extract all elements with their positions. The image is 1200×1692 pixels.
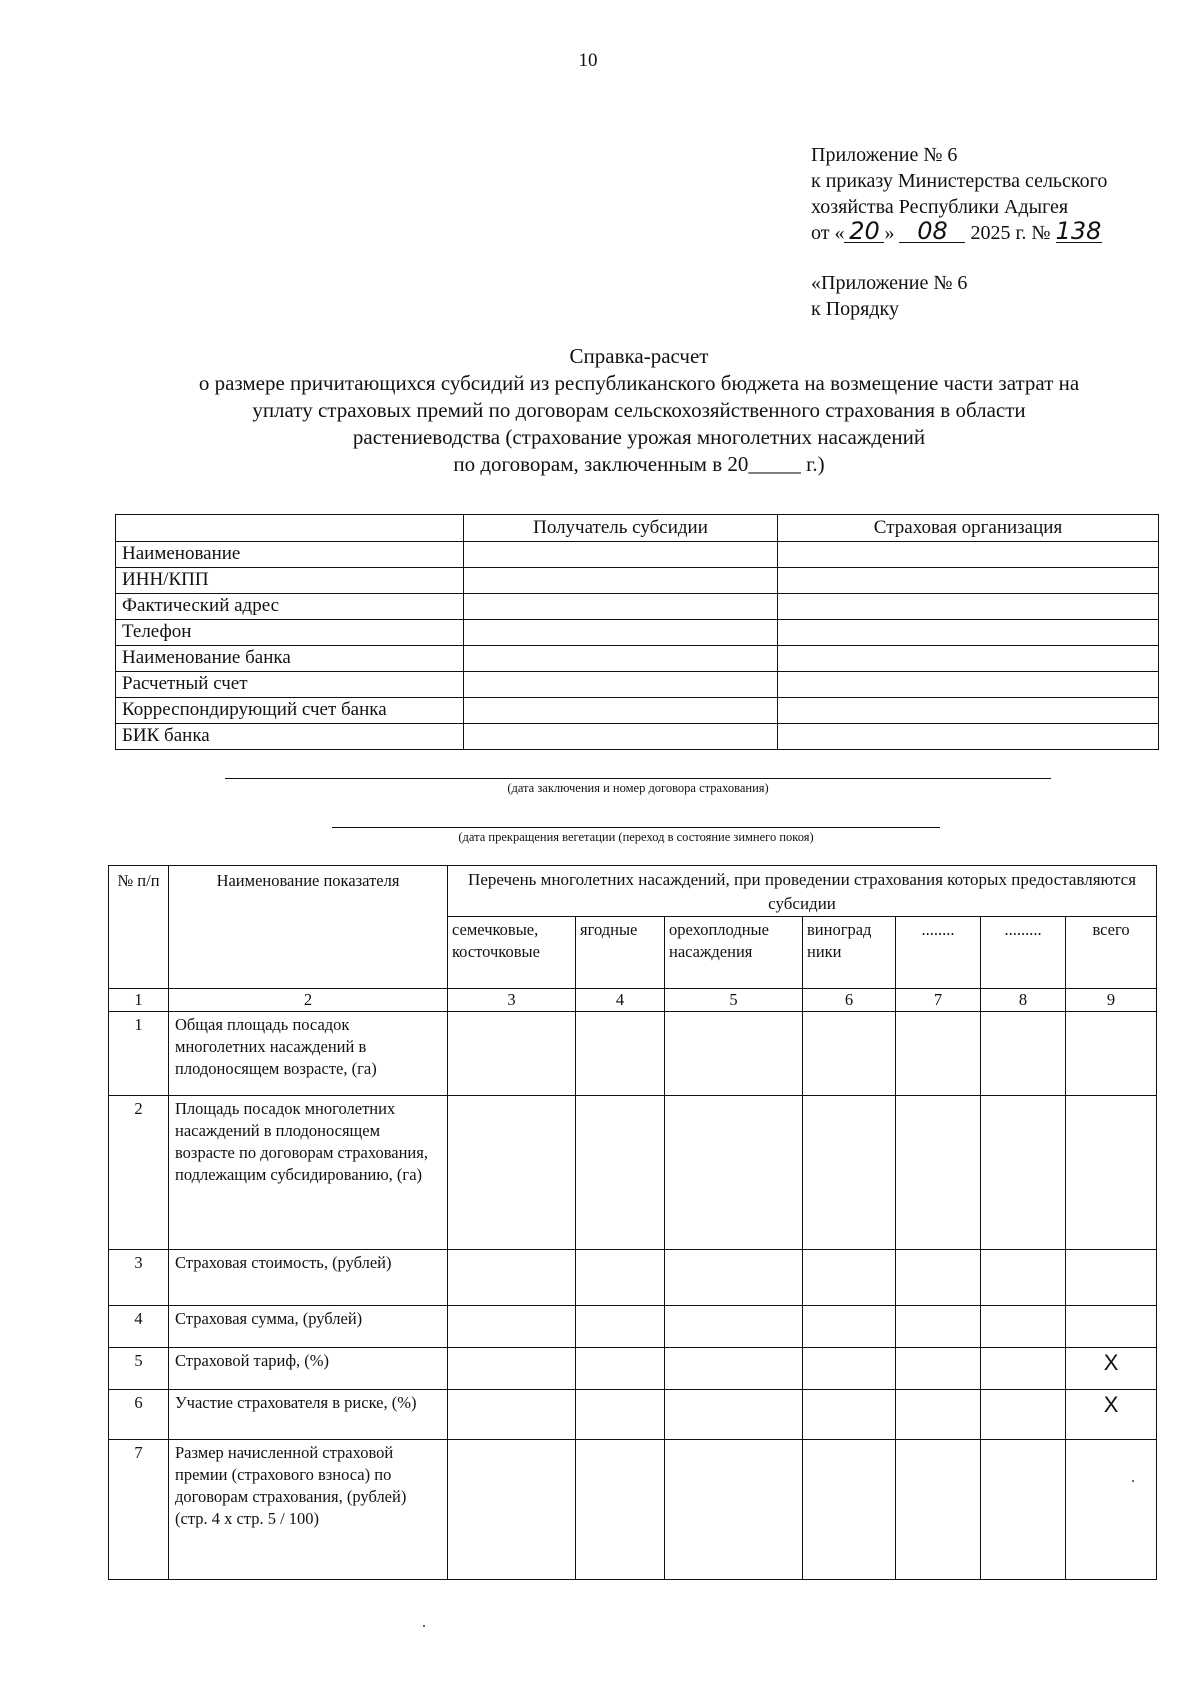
- recipient-cell[interactable]: [464, 542, 778, 568]
- subcol-pome-stone: семечковые, косточковые: [448, 917, 576, 989]
- date-prefix: от «: [811, 222, 845, 244]
- value-cell[interactable]: [448, 1012, 576, 1096]
- heading-line-1: о размере причитающихся субсидий из республиканского бюджета на возмещение части затрат на: [198, 371, 1080, 395]
- table-row: [109, 1250, 1157, 1306]
- column-index: 4: [576, 989, 665, 1012]
- value-cell[interactable]: [803, 1306, 896, 1348]
- value-cell[interactable]: [803, 1348, 896, 1390]
- requisites-row: [116, 724, 1159, 750]
- requisites-row: [116, 646, 1159, 672]
- requisites-row: [116, 698, 1159, 724]
- row-indicator: Участие страхователя в риске, (%): [169, 1390, 448, 1440]
- insurer-cell[interactable]: [778, 672, 1159, 698]
- row-indicator: Общая площадь посадок многолетних насаждений в плодоносящем возрасте, (га): [169, 1012, 448, 1096]
- table-row: [109, 1012, 1157, 1096]
- value-cell[interactable]: [448, 1250, 576, 1306]
- requisites-label: Наименование банка: [116, 646, 464, 672]
- row-indicator: Страховой тариф, (%): [169, 1348, 448, 1390]
- contract-date-caption: (дата заключения и номер договора страхования): [507, 781, 769, 795]
- appendix-line-2: к приказу Министерства сельского: [811, 170, 1108, 192]
- value-cell[interactable]: [981, 1096, 1066, 1250]
- value-cell[interactable]: [981, 1306, 1066, 1348]
- row-number: 6: [109, 1390, 169, 1440]
- recipient-cell[interactable]: [464, 672, 778, 698]
- value-cell[interactable]: [896, 1390, 981, 1440]
- subcol-extra-2: .........: [981, 917, 1066, 989]
- handwritten-order-number: 138: [1055, 217, 1102, 245]
- value-cell[interactable]: [981, 1012, 1066, 1096]
- total-cell[interactable]: [1066, 1250, 1157, 1306]
- value-cell[interactable]: [981, 1348, 1066, 1390]
- heading-line-3: растениеводства (страхование урожая многолетних насаждений: [352, 425, 926, 449]
- requisites-col-recipient: Получатель субсидии: [464, 515, 778, 542]
- col-group-header: Перечень многолетних насаждений, при проведении страхования которых предоставляются субсидии: [448, 866, 1157, 917]
- date-year: 2025 г. №: [970, 222, 1051, 244]
- insurer-cell[interactable]: [778, 646, 1159, 672]
- requisites-table: [115, 514, 1159, 750]
- table-row: [109, 1306, 1157, 1348]
- calculation-table: [108, 865, 1157, 1580]
- row-indicator: Площадь посадок многолетних насаждений в плодоносящем возрасте по договорам страхования, подлежащим субсидированию, (га): [169, 1096, 448, 1250]
- requisites-label: Фактический адрес: [116, 594, 464, 620]
- recipient-cell[interactable]: [464, 698, 778, 724]
- value-cell[interactable]: [665, 1096, 803, 1250]
- recipient-cell[interactable]: [464, 646, 778, 672]
- subcol-total: всего: [1066, 917, 1157, 989]
- value-cell[interactable]: [576, 1348, 665, 1390]
- heading-line-2: уплату страховых премий по договорам сельскохозяйственного страхования в области: [252, 398, 1026, 422]
- handwritten-month: 08: [899, 220, 965, 243]
- row-number: 1: [109, 1012, 169, 1096]
- recipient-cell[interactable]: [464, 568, 778, 594]
- insurer-cell[interactable]: [778, 698, 1159, 724]
- value-cell[interactable]: [448, 1440, 576, 1580]
- requisites-row: [116, 620, 1159, 646]
- value-cell[interactable]: [665, 1440, 803, 1580]
- scan-speck: [1132, 1480, 1134, 1482]
- requisites-row: [116, 542, 1159, 568]
- column-index: 8: [981, 989, 1066, 1012]
- requisites-row: [116, 672, 1159, 698]
- value-cell[interactable]: [803, 1440, 896, 1580]
- heading-line-4: по договорам, заключенным в 20_____ г.): [453, 452, 825, 476]
- appendix-line-3: хозяйства Республики Адыгея: [811, 196, 1069, 218]
- insurer-cell[interactable]: [778, 594, 1159, 620]
- vegetation-date-caption: (дата прекращения вегетации (переход в состояние зимнего покоя): [458, 830, 814, 844]
- row-indicator: Страховая сумма, (рублей): [169, 1306, 448, 1348]
- subcol-berry: ягодные: [576, 917, 665, 989]
- value-cell[interactable]: [981, 1250, 1066, 1306]
- total-cell[interactable]: [1066, 1306, 1157, 1348]
- value-cell[interactable]: [803, 1250, 896, 1306]
- value-cell[interactable]: [896, 1348, 981, 1390]
- total-cell[interactable]: [1066, 1012, 1157, 1096]
- value-cell[interactable]: [665, 1306, 803, 1348]
- table-row: [109, 1440, 1157, 1580]
- column-index: 3: [448, 989, 576, 1012]
- column-index: 7: [896, 989, 981, 1012]
- value-cell[interactable]: [665, 1348, 803, 1390]
- total-cell[interactable]: [1066, 1440, 1157, 1580]
- appendix-date-line: [811, 217, 1107, 246]
- total-cell[interactable]: [1066, 1096, 1157, 1250]
- value-cell[interactable]: [576, 1440, 665, 1580]
- value-cell[interactable]: [665, 1390, 803, 1440]
- requisites-empty-header: [116, 515, 464, 542]
- value-cell[interactable]: [896, 1096, 981, 1250]
- row-number: 7: [109, 1440, 169, 1580]
- requisites-col-insurer: Страховая организация: [778, 515, 1159, 542]
- requisites-label: Расчетный счет: [116, 672, 464, 698]
- value-cell[interactable]: [448, 1390, 576, 1440]
- column-index: 6: [803, 989, 896, 1012]
- value-cell[interactable]: [576, 1096, 665, 1250]
- column-index: 1: [109, 989, 169, 1012]
- row-number: 2: [109, 1096, 169, 1250]
- value-cell[interactable]: [896, 1306, 981, 1348]
- column-index: 2: [169, 989, 448, 1012]
- column-index: 9: [1066, 989, 1157, 1012]
- scan-speck: [423, 1625, 425, 1627]
- value-cell[interactable]: [981, 1440, 1066, 1580]
- date-mid: »: [884, 222, 895, 244]
- document-heading: [100, 343, 1178, 478]
- handwritten-day: 20: [844, 220, 884, 243]
- row-number: 3: [109, 1250, 169, 1306]
- value-cell[interactable]: [576, 1306, 665, 1348]
- value-cell[interactable]: [896, 1250, 981, 1306]
- heading-title: Справка-расчет: [569, 344, 709, 368]
- row-indicator: Страховая стоимость, (рублей): [169, 1250, 448, 1306]
- table-row: [109, 1096, 1157, 1250]
- column-index: 5: [665, 989, 803, 1012]
- value-cell[interactable]: [665, 1012, 803, 1096]
- appendix-block: [811, 142, 1107, 246]
- vegetation-date-line[interactable]: [332, 827, 940, 828]
- column-index-row: [109, 989, 1157, 1012]
- subcol-nut: орехоплодные насаждения: [665, 917, 803, 989]
- col-name-header: Наименование показателя: [169, 866, 448, 989]
- value-cell[interactable]: [448, 1306, 576, 1348]
- col-number-header: № п/п: [109, 866, 169, 989]
- insurer-cell[interactable]: [778, 620, 1159, 646]
- value-cell[interactable]: [576, 1250, 665, 1306]
- row-number: 5: [109, 1348, 169, 1390]
- calc-header-row-1: [109, 866, 1157, 917]
- subcol-extra-1: ........: [896, 917, 981, 989]
- value-cell[interactable]: [803, 1390, 896, 1440]
- insurer-cell[interactable]: [778, 568, 1159, 594]
- subcol-vineyard: виноград ники: [803, 917, 896, 989]
- value-cell[interactable]: [896, 1012, 981, 1096]
- value-cell[interactable]: [576, 1390, 665, 1440]
- total-cell-crossed: X: [1066, 1390, 1157, 1440]
- insurer-cell[interactable]: [778, 724, 1159, 750]
- requisites-label: ИНН/КПП: [116, 568, 464, 594]
- requisites-header-row: [116, 515, 1159, 542]
- value-cell[interactable]: [803, 1096, 896, 1250]
- requisites-row: [116, 594, 1159, 620]
- row-number: 4: [109, 1306, 169, 1348]
- value-cell[interactable]: [665, 1250, 803, 1306]
- value-cell[interactable]: [448, 1348, 576, 1390]
- row-indicator: Размер начисленной страховой премии (страхового взноса) по договорам страхования, (рублей) (стр. 4 х стр. 5 / 100): [169, 1440, 448, 1580]
- table-row: [109, 1348, 1157, 1390]
- recipient-cell[interactable]: [464, 594, 778, 620]
- requisites-label: Наименование: [116, 542, 464, 568]
- appendix-order-line-2: к Порядку: [811, 298, 899, 320]
- requisites-row: [116, 568, 1159, 594]
- requisites-label: Корреспондирующий счет банка: [116, 698, 464, 724]
- insurer-cell[interactable]: [778, 542, 1159, 568]
- table-row: [109, 1390, 1157, 1440]
- value-cell[interactable]: [448, 1096, 576, 1250]
- appendix-order-line-1: «Приложение № 6: [811, 272, 968, 294]
- total-cell-crossed: X: [1066, 1348, 1157, 1390]
- page-number: 10: [578, 50, 598, 71]
- requisites-label: Телефон: [116, 620, 464, 646]
- value-cell[interactable]: [803, 1012, 896, 1096]
- value-cell[interactable]: [896, 1440, 981, 1580]
- recipient-cell[interactable]: [464, 724, 778, 750]
- value-cell[interactable]: [981, 1390, 1066, 1440]
- appendix-order-block: [811, 270, 967, 322]
- requisites-label: БИК банка: [116, 724, 464, 750]
- appendix-line-1: Приложение № 6: [811, 144, 958, 166]
- recipient-cell[interactable]: [464, 620, 778, 646]
- contract-date-line[interactable]: [225, 778, 1051, 779]
- value-cell[interactable]: [576, 1012, 665, 1096]
